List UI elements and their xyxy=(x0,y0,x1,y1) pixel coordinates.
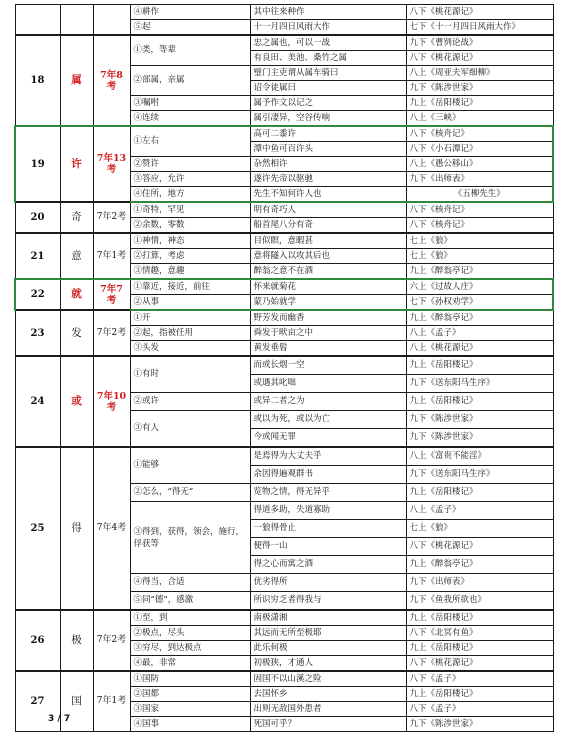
example-cell: 醉翁之意不在酒 xyxy=(250,264,406,280)
example-cell: 怀来就菊花 xyxy=(250,279,406,295)
character-cell: 属 xyxy=(60,35,93,126)
source-cell: 九上《岳阳楼记》 xyxy=(406,96,553,111)
source-cell: 九下《陈涉世家》 xyxy=(406,717,553,732)
character-cell: 就 xyxy=(60,279,93,310)
frequency-cell: 7年7考 xyxy=(93,279,130,310)
table-row xyxy=(15,5,553,20)
source-cell: 八下《孟子》 xyxy=(406,702,553,717)
source-cell: 九上《岳阳楼记》 xyxy=(406,356,553,375)
number-cell: 25 xyxy=(15,447,60,610)
example-cell: 目似瞑，意暇甚 xyxy=(250,233,406,249)
character-cell: 得 xyxy=(60,447,93,610)
source-cell: 《五柳先生》 xyxy=(406,187,553,203)
number-cell: 21 xyxy=(15,233,60,279)
meaning-cell: ①类，等辈 xyxy=(130,35,250,66)
example-cell: 意将隧入以攻其后也 xyxy=(250,249,406,264)
source-cell: 九下《曹刿论战》 xyxy=(406,35,553,51)
character-cell xyxy=(60,5,93,36)
meaning-cell: ①左右 xyxy=(130,126,250,157)
meaning-cell: ③穷尽，到达极点 xyxy=(130,641,250,656)
example-cell: 所识穷乏者得我与 xyxy=(250,592,406,611)
example-cell: 明有奇巧人 xyxy=(250,202,406,218)
meaning-cell: ③嘱咐 xyxy=(130,96,250,111)
meaning-cell: ④国事 xyxy=(130,717,250,732)
frequency-cell: 7年2考 xyxy=(93,202,130,233)
meaning-cell: ②极点，尽头 xyxy=(130,626,250,641)
meaning-cell: ③有人 xyxy=(130,411,250,448)
example-cell: 览物之情，得无异乎 xyxy=(250,484,406,502)
number-cell: 22 xyxy=(15,279,60,310)
frequency-cell: 7年13考 xyxy=(93,126,130,202)
source-cell: 八上《愚公移山》 xyxy=(406,157,553,172)
example-cell: 舜发于畎亩之中 xyxy=(250,326,406,341)
source-cell: 八上《孟子》 xyxy=(406,326,553,341)
meaning-cell: ③情趣，意趣 xyxy=(130,264,250,280)
source-cell: 九下《送东阳马生序》 xyxy=(406,375,553,393)
table-row xyxy=(15,233,553,249)
example-cell: 杂然相许 xyxy=(250,157,406,172)
character-cell: 许 xyxy=(60,126,93,202)
example-cell: 属予作文以记之 xyxy=(250,96,406,111)
frequency-cell: 7年1考 xyxy=(93,671,130,732)
source-cell: 九下《出师表》 xyxy=(406,574,553,592)
example-cell: 诏令徒属曰 xyxy=(250,81,406,96)
meaning-cell: ②打算，考虑 xyxy=(130,249,250,264)
source-cell: 八下《核舟记》 xyxy=(406,202,553,218)
example-cell: 得道多助，失道寡助 xyxy=(250,502,406,520)
example-cell: 此乐何极 xyxy=(250,641,406,656)
example-cell: 有良田、美池、桑竹之属 xyxy=(250,51,406,66)
table-row xyxy=(15,447,553,466)
number-cell: 19 xyxy=(15,126,60,202)
example-cell: 璧门主吏谓从属车骑曰 xyxy=(250,66,406,81)
meaning-cell: ③头发 xyxy=(130,341,250,357)
source-cell: 八下《核舟记》 xyxy=(406,218,553,234)
frequency-cell: 7年4考 xyxy=(93,447,130,610)
example-cell: 死国可乎？ xyxy=(250,717,406,732)
source-cell: 八下《桃花源记》 xyxy=(406,538,553,556)
example-cell: 余因得遍观群书 xyxy=(250,466,406,484)
meaning-cell: ②国都 xyxy=(130,687,250,702)
source-cell: 八上《孟子》 xyxy=(406,502,553,520)
character-cell: 发 xyxy=(60,310,93,356)
example-cell: 其中往来种作 xyxy=(250,5,406,20)
meaning-cell: ④住所，地方 xyxy=(130,187,250,203)
source-cell: 七下《十一月四日风雨大作》 xyxy=(406,20,553,36)
source-cell: 九上《岳阳楼记》 xyxy=(406,484,553,502)
source-cell: 八上《桃花源记》 xyxy=(406,341,553,357)
source-cell: 九上《岳阳楼记》 xyxy=(406,393,553,411)
character-cell: 国 xyxy=(60,671,93,732)
frequency-cell: 7年2考 xyxy=(93,610,130,671)
example-cell: 或以为死，或以为亡 xyxy=(250,411,406,429)
character-cell: 或 xyxy=(60,356,93,447)
example-cell: 便得一山 xyxy=(250,538,406,556)
example-cell: 高可二黍许 xyxy=(250,126,406,142)
source-cell: 九下《出师表》 xyxy=(406,172,553,187)
meaning-cell: ③答应，允许 xyxy=(130,172,250,187)
example-cell: 初极狭，才通人 xyxy=(250,656,406,672)
meaning-cell: ①国防 xyxy=(130,671,250,687)
example-cell: 而或长烟一空 xyxy=(250,356,406,375)
source-cell: 九下《陈涉世家》 xyxy=(406,411,553,429)
example-cell: 忠之属也，可以一战 xyxy=(250,35,406,51)
meaning-cell: ④得当，合适 xyxy=(130,574,250,592)
meaning-cell: ④最，非常 xyxy=(130,656,250,672)
meaning-cell: ③得到，获得，领会，施行，俘获等 xyxy=(130,502,250,574)
example-cell: 野芳发而幽香 xyxy=(250,310,406,326)
example-cell: 得之心而寓之酒 xyxy=(250,556,406,574)
source-cell: 九下《陈涉世家》 xyxy=(406,81,553,96)
table-row xyxy=(15,310,553,326)
meaning-cell: ①靠近，接近，前往 xyxy=(130,279,250,295)
frequency-cell: 7年8考 xyxy=(93,35,130,126)
meaning-cell: ①有时 xyxy=(130,356,250,393)
example-cell: 优劣得所 xyxy=(250,574,406,592)
source-cell: 七上《狼》 xyxy=(406,249,553,264)
number-cell: 20 xyxy=(15,202,60,233)
source-cell: 八上《富贵不能淫》 xyxy=(406,447,553,466)
source-cell: 八下《核舟记》 xyxy=(406,126,553,142)
number-cell: 23 xyxy=(15,310,60,356)
source-cell: 八下《桃花源记》 xyxy=(406,5,553,20)
frequency-cell xyxy=(93,5,130,36)
example-cell: 其远而无所至极耶 xyxy=(250,626,406,641)
meaning-cell: ②部属，亲属 xyxy=(130,66,250,96)
meaning-cell: ①至，到 xyxy=(130,610,250,626)
vocabulary-table xyxy=(14,4,554,732)
table-row xyxy=(15,126,553,142)
meaning-cell: ⑤起 xyxy=(130,20,250,36)
frequency-cell: 7年1考 xyxy=(93,233,130,279)
meaning-cell: ④连续 xyxy=(130,111,250,127)
meaning-cell: ②怎么，“得无” xyxy=(130,484,250,502)
example-cell: 南极潇湘 xyxy=(250,610,406,626)
number-cell: 27 xyxy=(15,671,60,732)
example-cell: 船首尾八分有奇 xyxy=(250,218,406,234)
source-cell: 七下《孙权劝学》 xyxy=(406,295,553,311)
example-cell: 或遇其叱咄 xyxy=(250,375,406,393)
meaning-cell: ①开 xyxy=(130,310,250,326)
table-row xyxy=(15,356,553,375)
number-cell: 24 xyxy=(15,356,60,447)
source-cell: 七上《狼》 xyxy=(406,520,553,538)
example-cell: 去国怀乡 xyxy=(250,687,406,702)
page-number: 3 / 7 xyxy=(48,714,71,724)
meaning-cell: ⑤同“德”，感激 xyxy=(130,592,250,611)
meaning-cell: ②赞许 xyxy=(130,157,250,172)
frequency-cell: 7年10考 xyxy=(93,356,130,447)
source-cell: 九上《醉翁亭记》 xyxy=(406,264,553,280)
source-cell: 九上《岳阳楼记》 xyxy=(406,610,553,626)
number-cell: 18 xyxy=(15,35,60,126)
number-cell xyxy=(15,5,60,36)
frequency-cell: 7年2考 xyxy=(93,310,130,356)
source-cell: 八下《桃花源记》 xyxy=(406,51,553,66)
source-cell: 九上《岳阳楼记》 xyxy=(406,641,553,656)
character-cell: 奇 xyxy=(60,202,93,233)
meaning-cell: ③国家 xyxy=(130,702,250,717)
source-cell: 九上《醉翁亭记》 xyxy=(406,310,553,326)
example-cell: 黄发垂髫 xyxy=(250,341,406,357)
example-cell: 是焉得为大丈夫乎 xyxy=(250,447,406,466)
meaning-cell: ①奇特，罕见 xyxy=(130,202,250,218)
meaning-cell: ①神情，神态 xyxy=(130,233,250,249)
example-cell: 先生不知何许人也 xyxy=(250,187,406,203)
table-row xyxy=(15,35,553,51)
source-cell: 八下《北冥有鱼》 xyxy=(406,626,553,641)
source-cell: 八下《孟子》 xyxy=(406,671,553,687)
table-row xyxy=(15,610,553,626)
meaning-cell: ②从事 xyxy=(130,295,250,311)
source-cell: 六上《过故人庄》 xyxy=(406,279,553,295)
example-cell: 或异二者之为 xyxy=(250,393,406,411)
source-cell: 九下《鱼我所欲也》 xyxy=(406,592,553,611)
meaning-cell: ④耕作 xyxy=(130,5,250,20)
example-cell: 遂许先帝以驱驰 xyxy=(250,172,406,187)
source-cell: 九上《岳阳楼记》 xyxy=(406,687,553,702)
example-cell: 蒙乃始就学 xyxy=(250,295,406,311)
example-cell: 出则无敌国外患者 xyxy=(250,702,406,717)
source-cell: 八下《小石潭记》 xyxy=(406,142,553,157)
meaning-cell: ①能够 xyxy=(130,447,250,484)
example-cell: 潭中鱼可百许头 xyxy=(250,142,406,157)
source-cell: 九下《送东阳马生序》 xyxy=(406,466,553,484)
example-cell: 十一月四日风雨大作 xyxy=(250,20,406,36)
source-cell: 九下《陈涉世家》 xyxy=(406,429,553,448)
number-cell: 26 xyxy=(15,610,60,671)
source-cell: 九上《醉翁亭记》 xyxy=(406,556,553,574)
character-cell: 意 xyxy=(60,233,93,279)
meaning-cell: ②起，指被任用 xyxy=(130,326,250,341)
table-row xyxy=(15,279,553,295)
example-cell: 属引凄异，空谷传响 xyxy=(250,111,406,127)
source-cell: 七上《狼》 xyxy=(406,233,553,249)
meaning-cell: ②或许 xyxy=(130,393,250,411)
table-row xyxy=(15,671,553,687)
example-cell: 今或闻无罪 xyxy=(250,429,406,448)
character-cell: 极 xyxy=(60,610,93,671)
source-cell: 八上《三峡》 xyxy=(406,111,553,127)
meaning-cell: ②余数，零数 xyxy=(130,218,250,234)
source-cell: 八上《周亚夫军细柳》 xyxy=(406,66,553,81)
example-cell: 一狼得骨止 xyxy=(250,520,406,538)
source-cell: 八下《桃花源记》 xyxy=(406,656,553,672)
table-row xyxy=(15,202,553,218)
example-cell: 固国不以山溪之险 xyxy=(250,671,406,687)
